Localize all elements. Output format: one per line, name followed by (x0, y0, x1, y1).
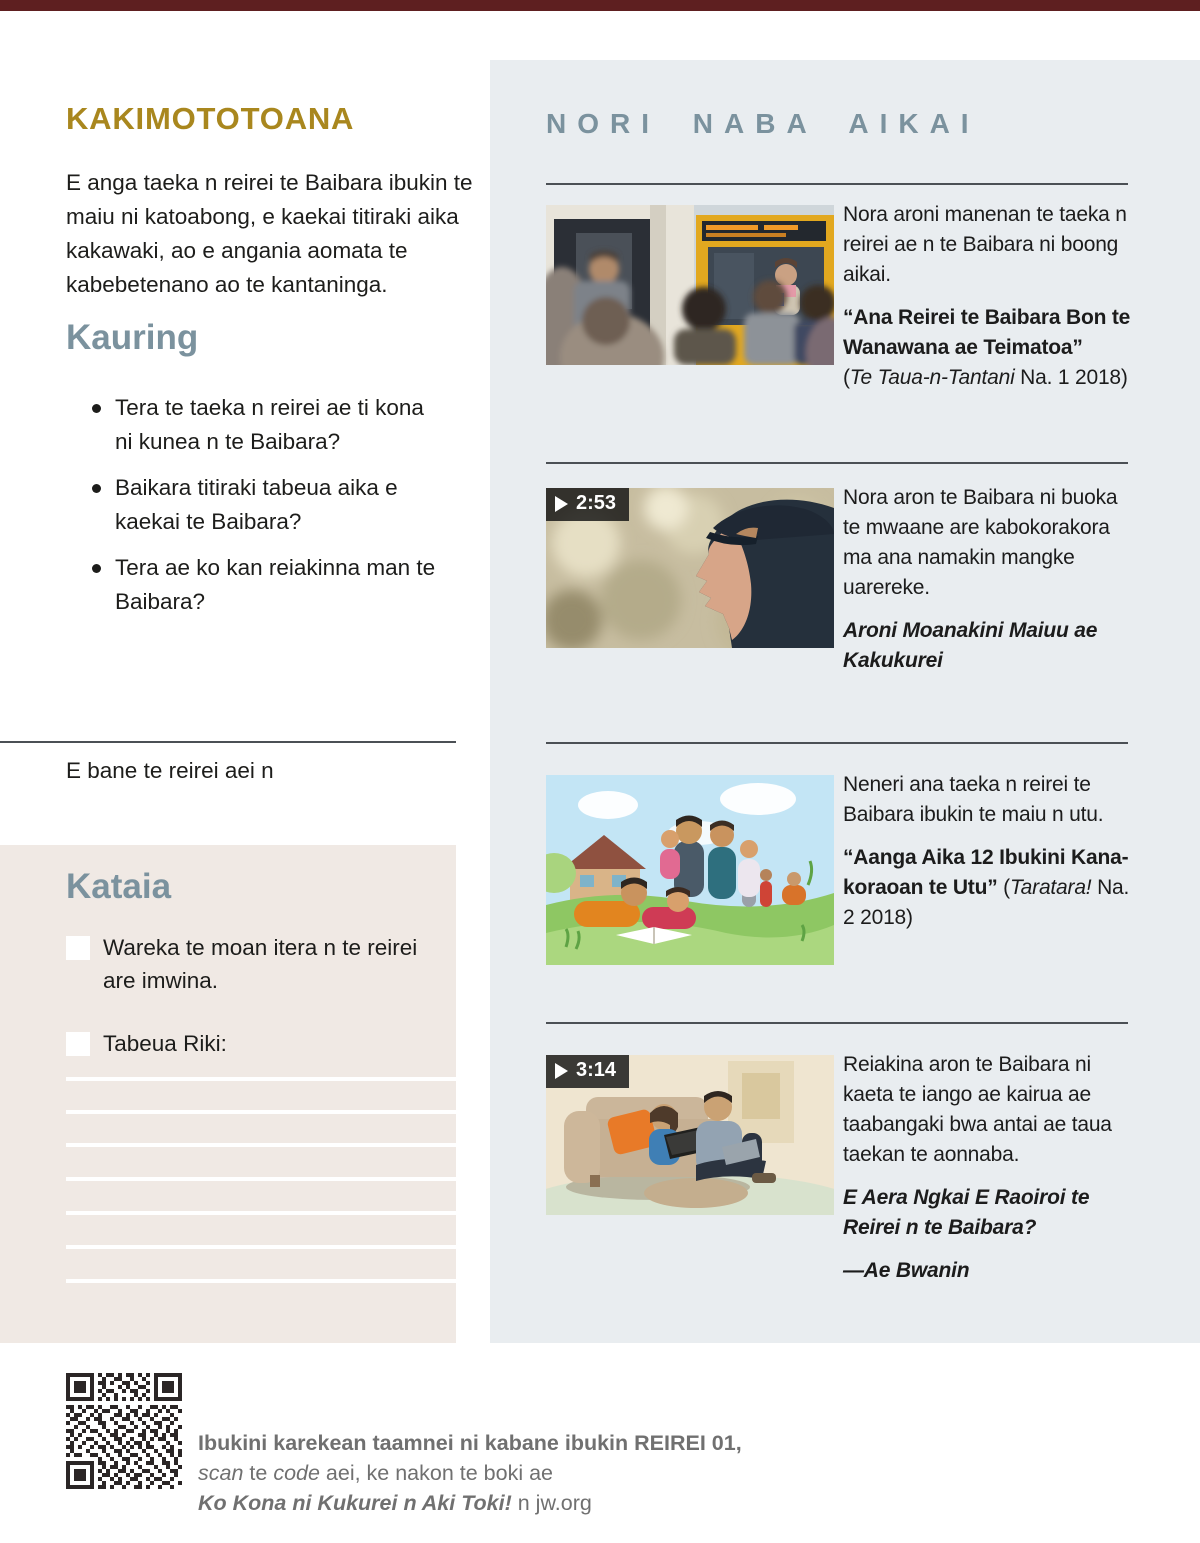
play-icon (555, 496, 568, 512)
source-open: ( (997, 876, 1010, 899)
source-issue: Na. 2 2018) (843, 876, 1130, 929)
kataia-heading: Kataia (66, 867, 172, 906)
completion-label: E bane te reirei aei n (66, 758, 274, 783)
item-text (843, 1050, 1139, 1299)
kataia-box (0, 845, 456, 1343)
publication-title: “Aanga Aika 12 Ibukini Kana-koraoan te Utu” (843, 846, 1129, 899)
item-divider (546, 1022, 1128, 1024)
item-description: Reiakina aron te Baibara ni kaeta te iango ae kairua ae taabangaki bwa antai ae taua taekan te aonnaba. (843, 1053, 1112, 1166)
source-name: Taratara! (1009, 876, 1092, 899)
train-station-illustration (546, 205, 834, 365)
item-divider (546, 462, 1128, 464)
bullet-item (66, 471, 438, 539)
bullet-text: Baikara titiraki tabeua aika e kaekai te Baibara? (115, 475, 398, 534)
task-checkbox[interactable] (66, 936, 90, 960)
bullet-item (66, 551, 438, 619)
item-description: Nora aron te Baibara ni buoka te mwaane are kabokorakora ma ana namakin mangke uarereke. (843, 486, 1118, 599)
writing-line[interactable] (66, 1143, 456, 1147)
writing-line[interactable] (66, 1211, 456, 1215)
item-text (843, 483, 1139, 689)
video-thumbnail[interactable] (546, 1055, 834, 1215)
footer-line-1: Ibukini karekean taamnei ni kabane ibukin REIREI 01, (198, 1431, 742, 1455)
video-title: Aroni Moanakini Maiuu ae Kakukurei (843, 619, 1098, 672)
intro-paragraph: E anga taeka n reirei te Baibara ibukin te maiu ni katoabong, e kaekai titiraki aika kakawaki, ao e angania aomata te kabebetenano ao te kantaninga. (66, 170, 473, 297)
publication-reference (843, 843, 1139, 933)
bullet-text: Tera te taeka n reirei ae ti kona ni kunea n te Baibara? (115, 395, 424, 454)
see-also-heading: NORI NABA AIKAI (546, 108, 980, 139)
item-text (843, 770, 1139, 946)
bullet-text: Tera ae ko kan reiakinna man te Baibara? (115, 555, 436, 614)
task-label: Tabeua Riki: (103, 1031, 227, 1056)
duration-badge (546, 488, 629, 521)
play-icon (555, 1063, 568, 1079)
source-open: ( (843, 366, 850, 389)
footer-note (198, 1428, 742, 1518)
footer-code-word: code (273, 1461, 320, 1485)
item-description: Nora aroni manenan te taeka n reirei ae n te Baibara ni boong aikai. (843, 203, 1127, 286)
kauring-heading: Kauring (66, 318, 199, 357)
bullet-dot-icon (92, 564, 101, 573)
duration-text: 2:53 (576, 492, 617, 514)
writing-line[interactable] (66, 1279, 456, 1283)
writing-line[interactable] (66, 1245, 456, 1249)
task-item (66, 1027, 438, 1060)
item-description: Neneri ana taeka n reirei te Baibara ibukin te maiu n utu. (843, 773, 1104, 826)
item-divider (546, 742, 1128, 744)
article-photo-train (546, 205, 834, 365)
family-picnic-illustration (546, 775, 834, 965)
writing-line[interactable] (66, 1177, 456, 1181)
bullet-item (66, 391, 438, 459)
article-illustration-family (546, 775, 834, 965)
bullet-dot-icon (92, 484, 101, 493)
item-divider (546, 183, 1128, 185)
footer-brochure-title: Ko Kona ni Kukurei n Aki Toki! (198, 1491, 512, 1515)
duration-badge (546, 1055, 629, 1088)
writing-line[interactable] (66, 1110, 456, 1114)
publication-reference (843, 303, 1139, 393)
bullet-dot-icon (92, 404, 101, 413)
item-text (843, 200, 1139, 406)
task-checkbox[interactable] (66, 1032, 90, 1056)
task-label: Wareka te moan itera n te reirei are imwina. (103, 935, 418, 993)
qr-code (66, 1373, 182, 1489)
top-accent-bar (0, 0, 1200, 11)
see-also-panel (490, 60, 1200, 1343)
kauring-bullet-list (66, 391, 438, 631)
footer-line-3 (198, 1488, 742, 1518)
video-thumbnail[interactable] (546, 488, 834, 648)
writing-line[interactable] (66, 1077, 456, 1081)
duration-text: 3:14 (576, 1059, 617, 1081)
video-title: E Aera Ngkai E Raoiroi te Reirei n te Baibara? (843, 1186, 1090, 1239)
footer-site: n jw.org (511, 1491, 592, 1515)
video-byline: —Ae Bwanin (843, 1259, 970, 1282)
source-issue: Na. 1 2018) (1014, 366, 1128, 389)
source-name: Te Taua-n-Tantani (849, 366, 1015, 389)
publication-title: “Ana Reirei te Baibara Bon te Wanawana ae Teimatoa” (843, 306, 1131, 359)
footer-scan-word: scan (198, 1461, 244, 1485)
task-item (66, 931, 438, 997)
section-divider (0, 741, 456, 743)
page-title: KAKIMOTOTOANA (66, 101, 355, 136)
footer-line-2: scan te code aei, ke nakon te boki ae (198, 1461, 554, 1485)
